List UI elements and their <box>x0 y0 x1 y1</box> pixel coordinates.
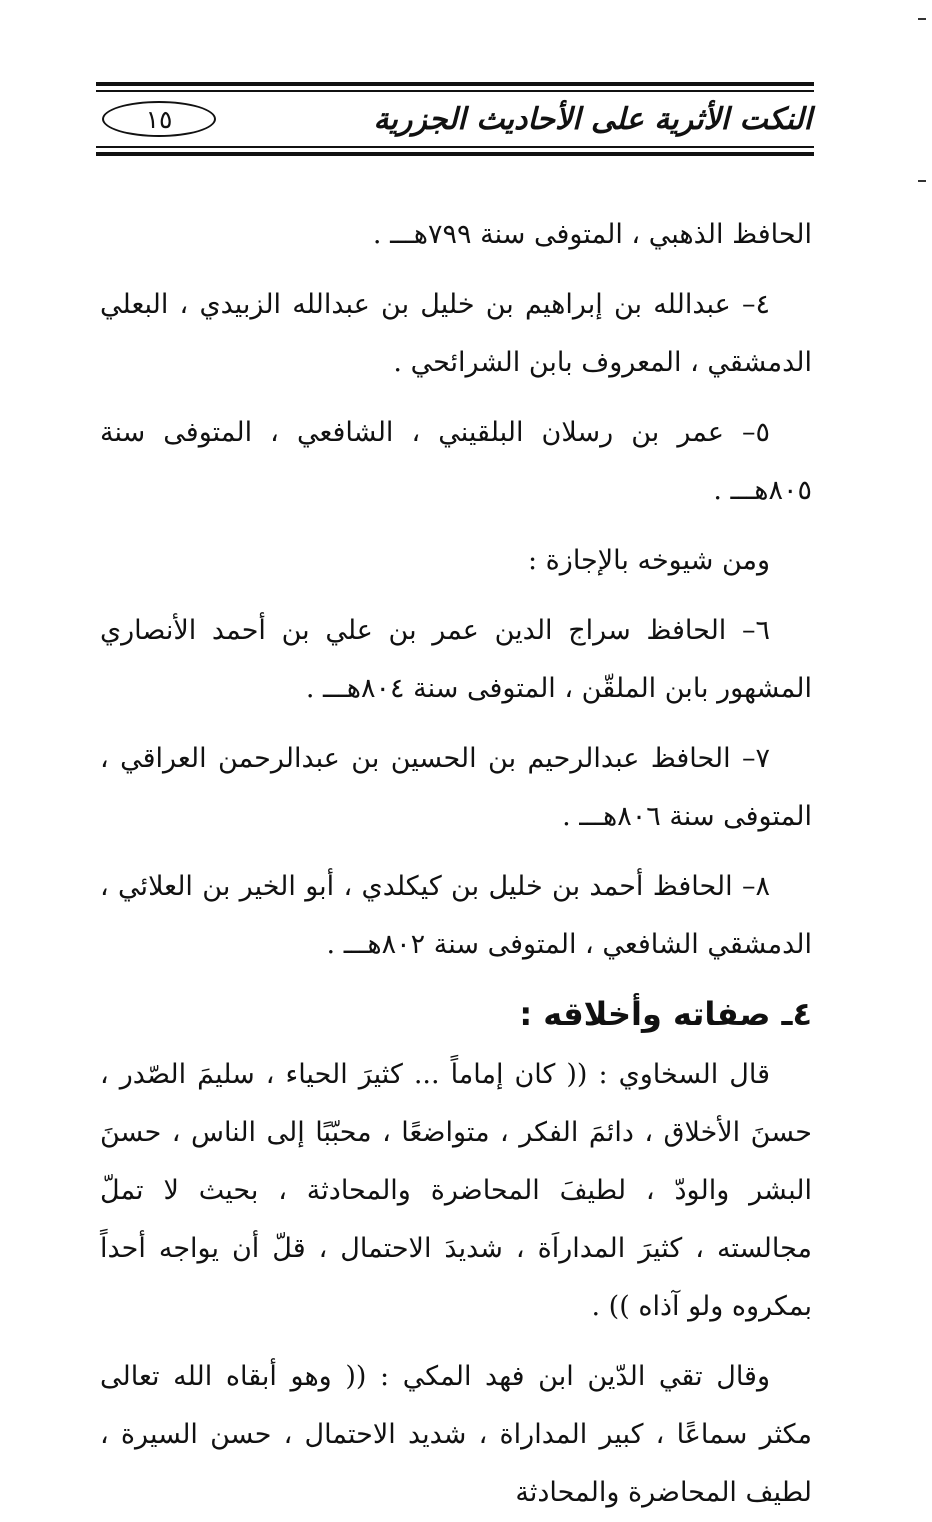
section-heading: ٤ـ صفاته وأخلاقه : <box>519 995 812 1033</box>
running-title: النكت الأثرية على الأحاديث الجزرية <box>373 102 812 137</box>
paragraph: ٤– عبدالله بن إبراهيم بن خليل بن عبدالله الزبيدي ، البعلي الدمشقي ، المعروف بابن الشرائحي . <box>100 289 812 378</box>
header-rule-bottom-thick <box>96 152 814 156</box>
paragraph: الحافظ الذهبي ، المتوفى سنة ٧٩٩هـــ . <box>372 219 812 250</box>
margin-tick <box>918 180 926 182</box>
header-rule-top-thick <box>96 82 814 86</box>
paragraph: وقال تقي الدّين ابن فهد المكي : (( وهو أبقاه الله تعالى مكثر سماعًا ، كبير المداراة ، شديد الاحتمال ، حسن السيرة ، لطيف المحاضرة والمحادثة <box>100 1361 812 1508</box>
paragraph: قال السخاوي : (( كان إماماً ... كثيرَ الحياء ، سليمَ الصّدر ، حسنَ الأخلاق ، دائمَ الفكر ، متواضعًا ، محبّبًا إلى الناس ، حسنَ البشر والودّ ، لطيفَ المحاضرة والمحادثة ، بحيث لا تملّ مجالسته ، كثيرَ المداراَة ، شديدَ الاحتمال ، قلّ أن يواجه أحداً بمكروه ولو آذاه )) . <box>100 1059 812 1322</box>
paragraph: ٦– الحافظ سراج الدين عمر بن علي بن أحمد الأنصاري المشهور بابن الملقّن ، المتوفى سنة ٨٠٤هـــ . <box>100 615 812 704</box>
header-rule-top-thin <box>96 90 814 92</box>
paragraph: ٥– عمر بن رسلان البلقيني ، الشافعي ، المتوفى سنة ٨٠٥هـــ . <box>100 417 812 506</box>
paragraph: ومن شيوخه بالإجازة : <box>527 545 770 576</box>
margin-tick <box>918 18 926 20</box>
page-number-oval <box>102 101 216 137</box>
paragraph: ٨– الحافظ أحمد بن خليل بن كيكلدي ، أبو الخير بن العلائي ، الدمشقي الشافعي ، المتوفى سنة ٨٠٢هـــ . <box>100 871 812 960</box>
page-header <box>96 82 814 160</box>
paragraph: ٧– الحافظ عبدالرحيم بن الحسين بن عبدالرحمن العراقي ، المتوفى سنة ٨٠٦هـــ . <box>100 743 812 832</box>
header-rule-bottom-thin <box>96 146 814 148</box>
page-number: ١٥ <box>145 104 173 134</box>
